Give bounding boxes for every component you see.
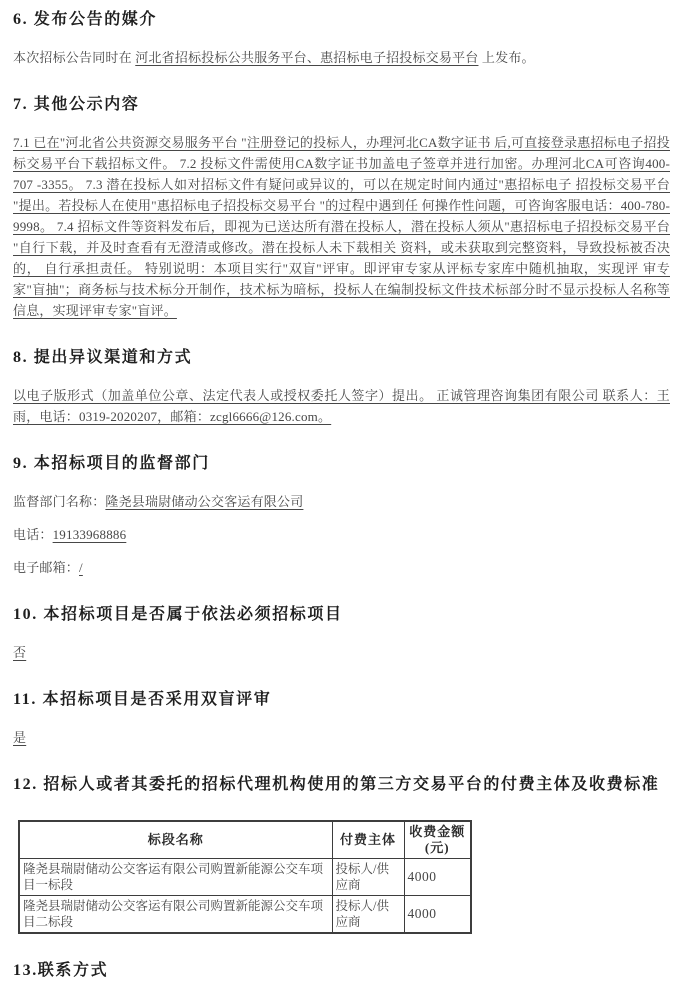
supervision-phone-label: 电话： xyxy=(13,527,53,542)
fee-table-row-2-payer: 投标人/供应商 xyxy=(332,896,404,934)
section-8-heading: 8. 提出异议渠道和方式 xyxy=(13,349,193,366)
fee-table-row-1-amount: 4000 xyxy=(404,859,471,896)
fee-table-header-payer: 付费主体 xyxy=(332,821,404,859)
fee-table-row-1-payer: 投标人/供应商 xyxy=(332,859,404,896)
section-8-paragraph: 以电子版形式（加盖单位公章、法定代表人或授权委托人签字）提出。 正诚管理咨询集团有限公司 联系人：王雨，电话：0319-2020207，邮箱：zcgl6666@126.com。 xyxy=(13,388,670,424)
fee-table-row-2 xyxy=(19,896,471,934)
supervision-department-label: 监督部门名称： xyxy=(13,494,106,509)
publish-platforms-link[interactable]: 河北省招标投标公共服务平台、惠招标电子招投标交易平台 xyxy=(135,50,479,65)
section-11-answer: 是 xyxy=(13,730,27,745)
fee-table-row-1-section-name: 隆尧县瑞尉储动公交客运有限公司购置新能源公交车项目一标段 xyxy=(19,859,332,896)
section-12-heading: 12. 招标人或者其委托的招标代理机构使用的第三方交易平台的付费主体及收费标准 xyxy=(13,776,660,793)
fee-table-header-section-name: 标段名称 xyxy=(19,821,332,859)
section-9-heading: 9. 本招标项目的监督部门 xyxy=(13,455,210,472)
supervision-email-label: 电子邮箱： xyxy=(13,560,80,575)
fee-table-header-amount: 收费金额(元) xyxy=(404,821,471,859)
section-7-heading: 7. 其他公示内容 xyxy=(13,96,140,113)
fee-table-header-row xyxy=(19,821,471,859)
section-11-heading: 11. 本招标项目是否采用双盲评审 xyxy=(13,691,272,708)
fee-table-row-2-amount: 4000 xyxy=(404,896,471,934)
publish-media-suffix: 上发布。 xyxy=(478,50,535,65)
fee-standard-table xyxy=(18,820,472,934)
section-13-heading: 13.联系方式 xyxy=(13,962,109,979)
section-6-heading: 6. 发布公告的媒介 xyxy=(13,11,158,28)
supervision-email-field xyxy=(13,557,670,578)
supervision-department-field xyxy=(13,491,670,512)
section-7-paragraph: 7.1 已在"河北省公共资源交易服务平台 "注册登记的投标人，办理河北CA数字证书 后,可直接登录惠招标电子招投标交易平台下载招标文件。 7.2 投标文件需使用CA数字证书加盖电子签章并进行加密。办理河北CA可咨询400-707 -3355。 7.3 潜在投标人如对招标文件有疑问或异议的，可以在规定时间内通过"惠招标电子 招投标交易平台 "提出。若投标人在使用"惠招标电子招投标交易平台 "的过程中遇到任 何操作性问题，可咨询客服电话：400-780-9998。 7.4 招标文件等资料发布后，即视为已送达所有潜在投标人，潜在投标人须从"惠招标电子招投标交易平台 "自行下载，并及时查看有无澄清或修改。潜在投标人未下载相关 资料，或未获取到完整资料，导致投标被否决的， 自行承担责任。 特别说明：本项目实行"双盲"评审。即评审专家从评标专家库中随机抽取，实现评 审专家"盲抽"；商务标与技术标分开制作，技术标为暗标，投标人在编制投标文件技术标部分时不显示投标人名称等信息，实现评审专家"盲评。 xyxy=(13,135,670,318)
supervision-phone-field xyxy=(13,524,670,545)
fee-table-row-2-section-name: 隆尧县瑞尉储动公交客运有限公司购置新能源公交车项目二标段 xyxy=(19,896,332,934)
fee-table-row-1 xyxy=(19,859,471,896)
supervision-department-value: 隆尧县瑞尉储动公交客运有限公司 xyxy=(105,494,304,509)
section-6-paragraph xyxy=(13,47,670,68)
section-10-heading: 10. 本招标项目是否属于依法必须招标项目 xyxy=(13,606,343,623)
publish-media-prefix: 本次招标公告同时在 xyxy=(13,50,136,65)
supervision-phone-value: 19133968886 xyxy=(52,527,127,542)
supervision-email-value: / xyxy=(79,560,83,575)
section-10-answer: 否 xyxy=(13,645,27,660)
